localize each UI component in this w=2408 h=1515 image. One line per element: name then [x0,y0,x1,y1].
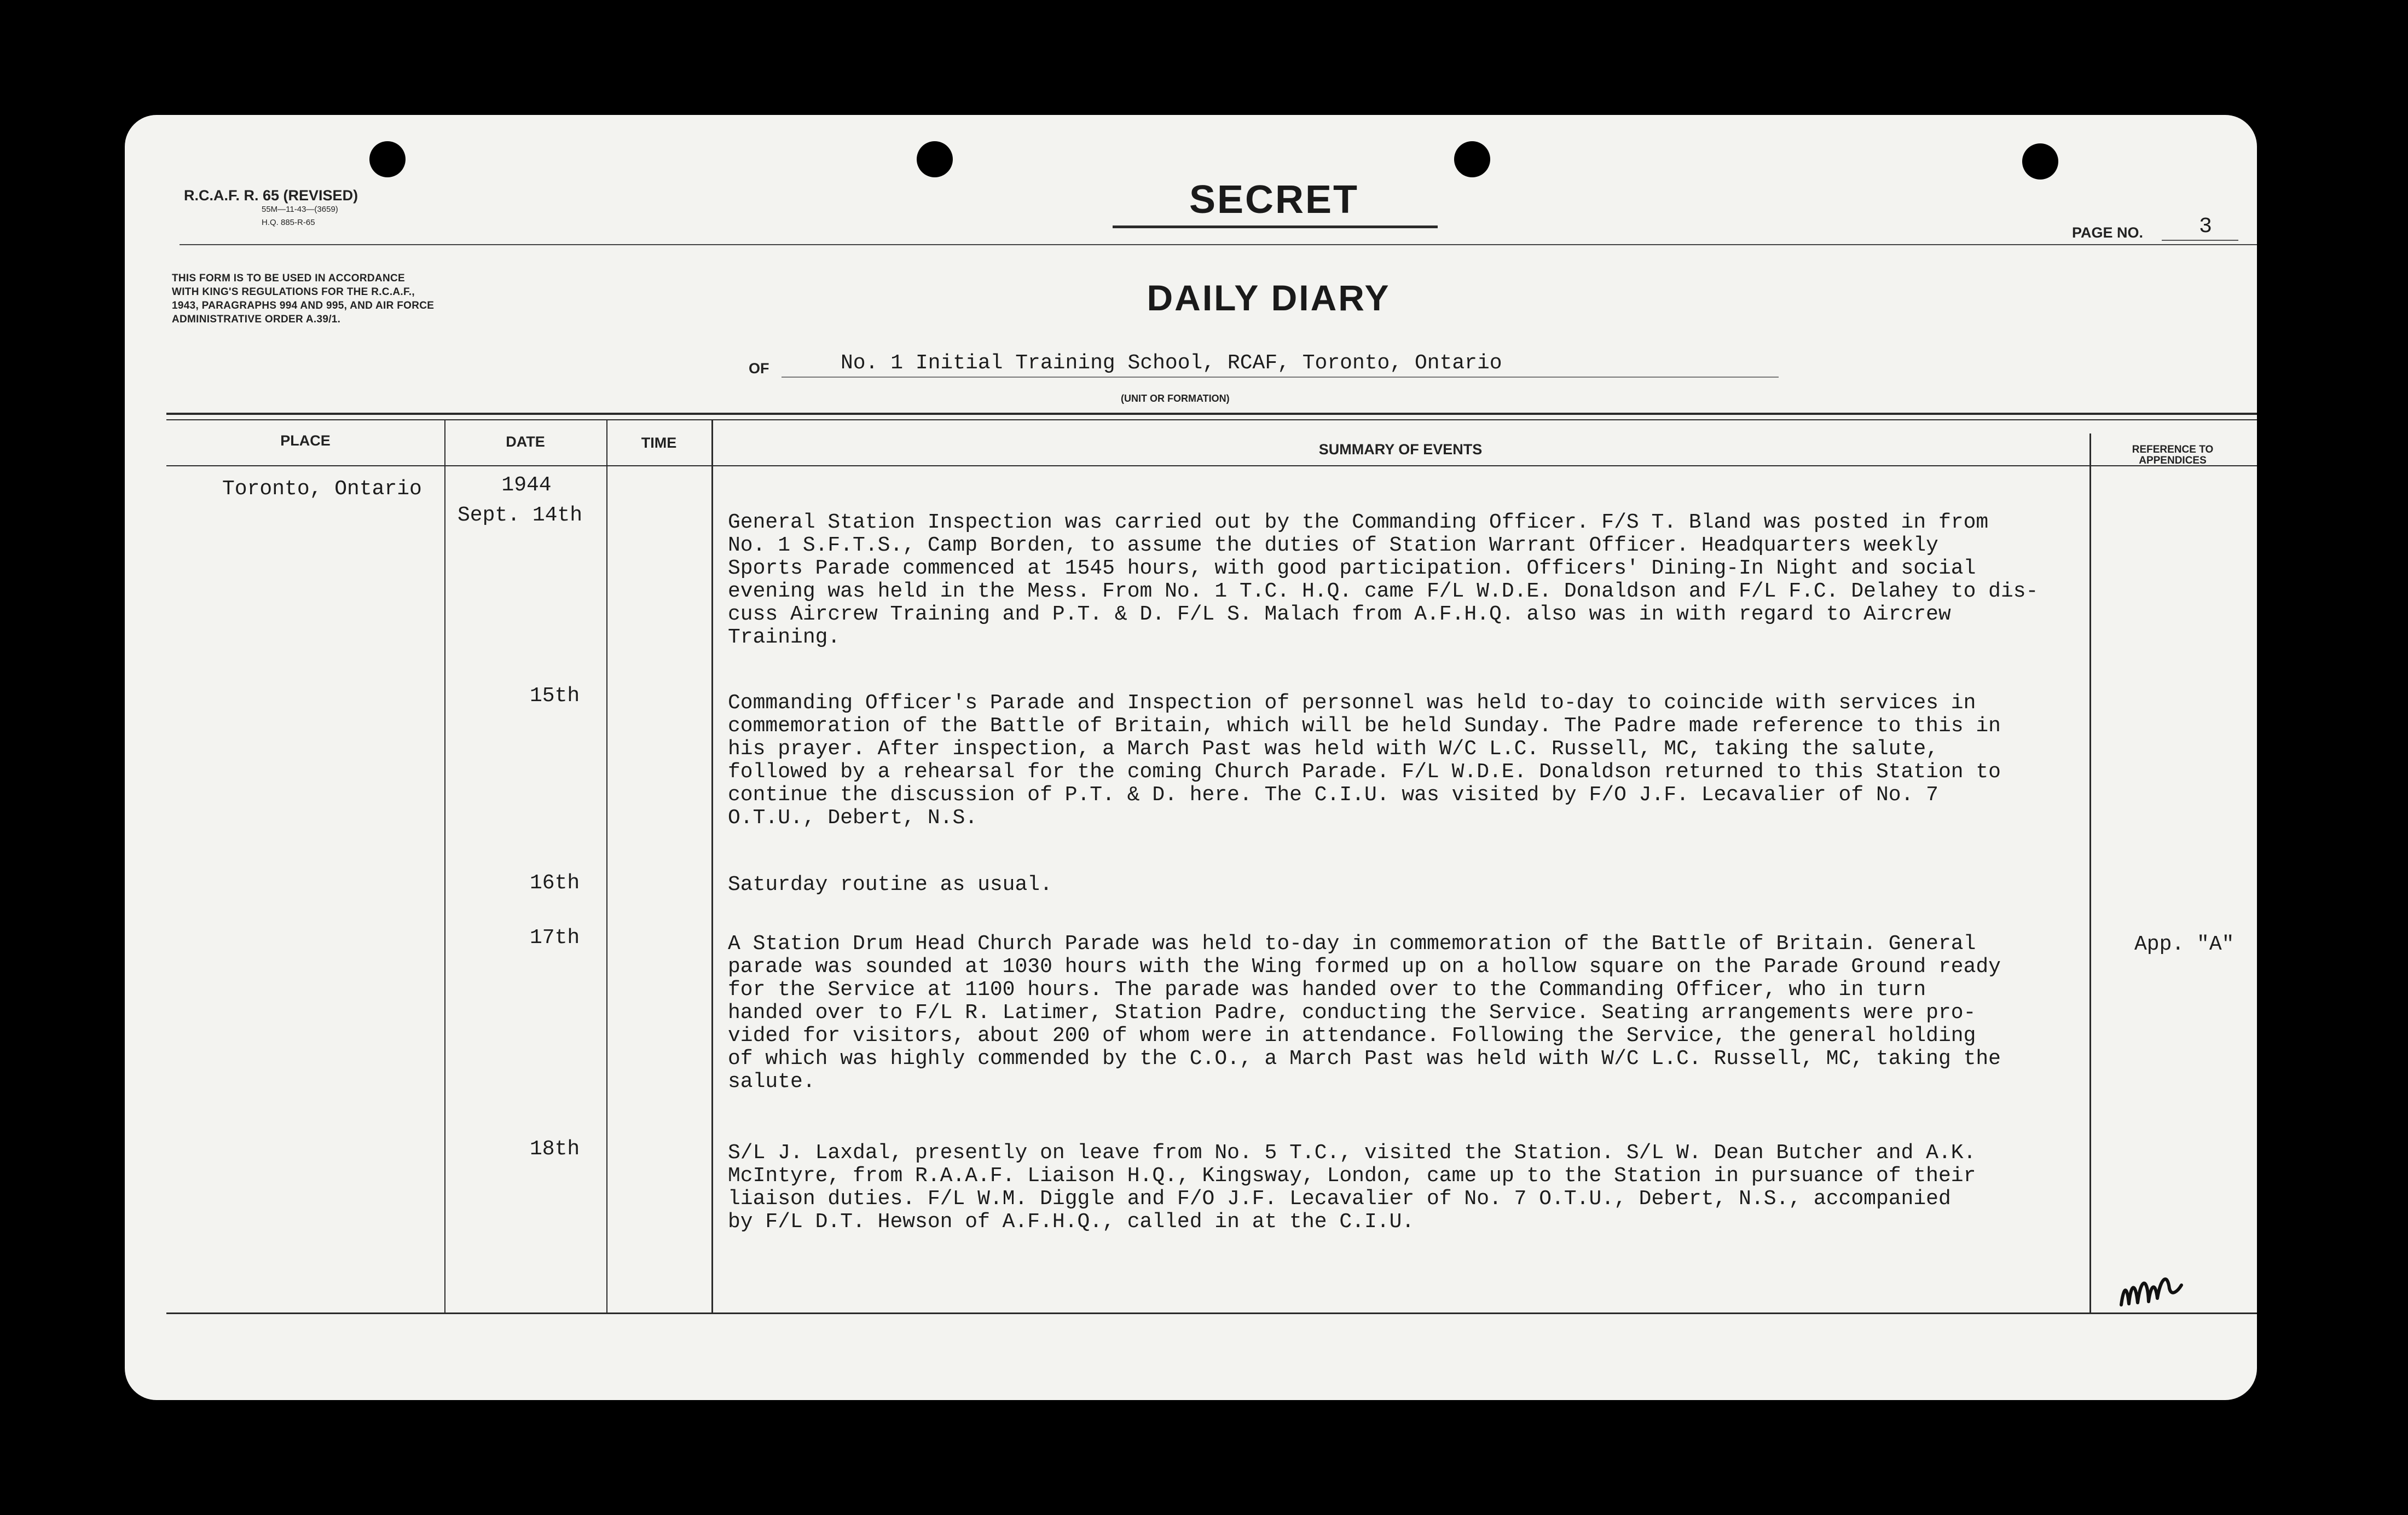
page-number: 3 [2199,215,2213,239]
page-title: DAILY DIARY [1147,277,1391,318]
entry-date: 15th [530,684,580,708]
entry-summary: S/L J. Laxdal, presently on leave from No. 5 T.C., visited the Station. S/L W. Dean Butcher and A.K. McIntyre, from R.A.A.F. Liaison H.Q., Kingsway, London, came up to the Station in pursuance of their liaison duties. F/L W.M. Diggle and F/O J.F. Lecavalier of No. 7 O.T.U., Debert, N.S., accompanied by F/L D.T. Hewson of A.F.H.Q., called in at the C.I.U. [728,1141,1976,1234]
entry-date: 18th [530,1137,580,1161]
binder-hole-4 [2022,143,2058,180]
table-bottom-rule [166,1312,2257,1314]
table-header-rule [166,465,2257,466]
classification-stamp: SECRET [1189,178,1359,222]
page-number-rule [2162,240,2238,241]
col-header-time: TIME [641,435,677,451]
entry-summary: Saturday routine as usual. [728,873,1052,897]
col-rule-date-time [606,419,607,1312]
entry-summary: Commanding Officer's Parade and Inspection of personnel was held to-day to coincide with services in commemoration of the Battle of Britain, which will be held Sunday. The Padre made reference to this in his prayer. After inspection, a March Past was held with W/C L.C. Russell, MC, taking the salute, followed by a rehearsal for the coming Church Parade. F/L W.D.E. Donaldson returned to this Station to continue the discussion of P.T. & D. here. The C.I.U. was visited by F/O J.F. Lecavalier of No. 7 O.T.U., Debert, N.S. [728,691,2001,830]
entry-date: 17th [530,926,580,950]
binder-hole-2 [917,141,953,177]
col-header-summary: SUMMARY OF EVENTS [1318,441,1483,458]
place-cell: Toronto, Ontario [222,477,422,501]
col-header-date: DATE [506,433,545,450]
of-label: OF [749,360,769,377]
form-print-line-1: 55M—11-43—(3659) [262,205,338,214]
appendix-reference: App. "A" [2134,933,2235,956]
binder-hole-3 [1454,141,1490,177]
binder-hole-1 [369,141,406,177]
regulation-notice: THIS FORM IS TO BE USED IN ACCORDANCE WITH KING'S REGULATIONS FOR THE R.C.A.F., 1943, PARAGRAPHS 994 AND 995, AND AIR FORCE ADMINISTRATIVE ORDER A.39/1. [172,273,435,325]
entry-summary: General Station Inspection was carried out by the Commanding Officer. F/S T. Bland was posted in from No. 1 S.F.T.S., Camp Borden, to assume the duties of Station Warrant Officer. Headquarters weekly Sports Parade commenced at 1545 hours, with good participation. Officers' Dining-In Night and social evening was held in the Mess. From No. 1 T.C. H.Q. came F/L W.D.E. Donaldson and F/L F.C. Delahey to dis- cuss Aircrew Training and P.T. & D. F/L S. Malach from A.F.H.Q. also was in with regard to Aircrew Training. [728,511,2039,649]
col-header-place: PLACE [280,432,331,449]
col-header-reference: REFERENCE TO APPENDICES [2132,444,2214,466]
year-cell: 1944 [501,473,552,497]
form-print-line-2: H.Q. 885-R-65 [262,218,315,227]
entry-summary: A Station Drum Head Church Parade was held to-day in commemoration of the Battle of Britain. General parade was sounded at 1030 hours with the Wing formed up on a hollow square on the Parade Ground ready for the Service at 1100 hours. The parade was handed over to the Commanding Officer, who in turn handed over to F/L R. Latimer, Station Padre, conducting the Service. Seating arrangements were pro- vided for visitors, about 200 of whom were in attendance. Following the Service, the general holding of which was highly commended by the C.O., a March Past was held with W/C L.C. Russell, MC, taking the salute. [728,932,2001,1094]
header-divider [180,244,2257,245]
diary-form-card [125,115,2257,1400]
entry-date: 16th [530,871,580,895]
form-id: R.C.A.F. R. 65 (REVISED) [184,187,358,204]
unit-rule [782,377,1779,378]
unit-caption: (UNIT OR FORMATION) [1121,393,1230,404]
table-top-rule-2 [166,419,2257,420]
entry-date: Sept. 14th [458,504,583,527]
col-rule-place-date [444,419,445,1312]
page-number-label: PAGE NO. [2072,224,2144,241]
initials-signature [2117,1267,2199,1316]
unit-name: No. 1 Initial Training School, RCAF, Toronto, Ontario [841,351,1502,375]
classification-underline [1113,225,1438,228]
col-rule-time-summary [711,419,713,1312]
table-top-rule [166,413,2257,415]
